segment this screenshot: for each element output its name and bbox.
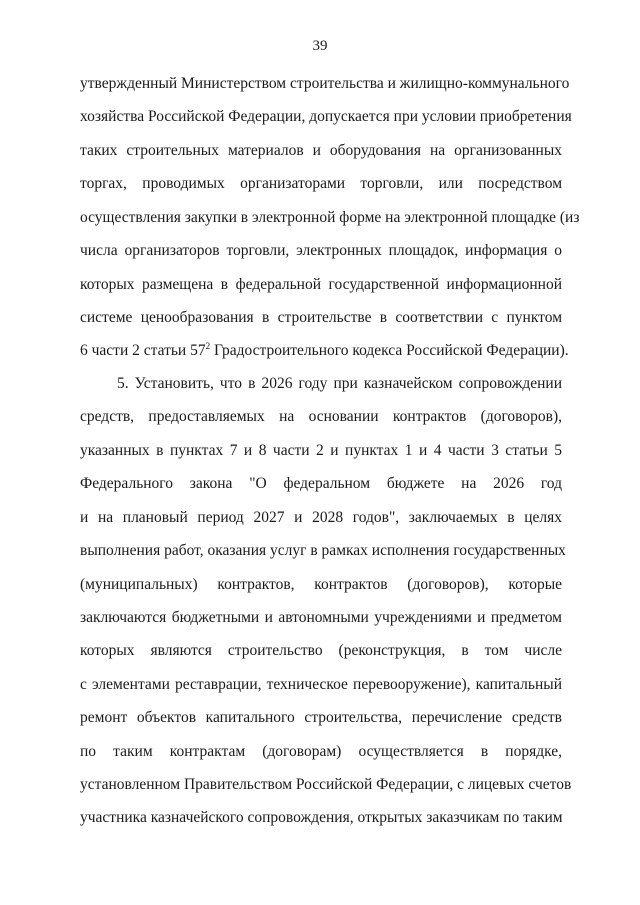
- paragraph-line: системе ценообразования в строительстве в соответствии с пунктом: [80, 309, 562, 326]
- superscript: 2: [205, 341, 211, 351]
- paragraph-line: торгах, проводимых организаторами торговли, или посредством: [80, 175, 562, 192]
- paragraph-line: установленном Правительством Российской Федерации, с лицевых счетов: [80, 776, 572, 793]
- paragraph-line: по таким контрактам (договорам) осуществляется в порядке,: [80, 743, 562, 760]
- paragraph-line: с элементами реставрации, техническое перевооружение), капитальный: [80, 676, 562, 693]
- paragraph-line: таких строительных материалов и оборудования на организованных: [80, 142, 562, 159]
- paragraph-line: ремонт объектов капитального строительства, перечисление средств: [80, 709, 562, 726]
- paragraph-line: Федерального закона "О федеральном бюджете на 2026 год: [80, 475, 562, 492]
- paragraph-line: которых являются строительство (реконструкция, в том числе: [80, 642, 562, 659]
- paragraph-start-line: 5. Установить, что в 2026 году при казначейском сопровождении: [117, 375, 562, 392]
- paragraph-line: числа организаторов торговли, электронных площадок, информация о: [80, 242, 562, 259]
- ref-text-after: Градостроительного кодекса Российской Федерации).: [210, 342, 569, 359]
- ref-text-before: 6 части 2 статьи 57: [80, 342, 206, 359]
- paragraph-line: и на плановый период 2027 и 2028 годов", заключаемых в целях: [80, 509, 562, 526]
- paragraph-line: осуществления закупки в электронной форме на электронной площадке (из: [80, 209, 580, 226]
- paragraph-line: указанных в пунктах 7 и 8 части 2 и пунктах 1 и 4 части 3 статьи 5: [80, 442, 562, 459]
- paragraph-line: выполнения работ, оказания услуг в рамках исполнения государственных: [80, 542, 566, 559]
- paragraph-line: которых размещена в федеральной государственной информационной: [80, 276, 562, 293]
- paragraph-line: [80, 341, 569, 361]
- paragraph-line: утвержденный Министерством строительства и жилищно-коммунального: [80, 75, 570, 92]
- paragraph-line: заключаются бюджетными и автономными учреждениями и предметом: [80, 609, 562, 626]
- page-number: 39: [312, 38, 328, 54]
- paragraph-line: средств, предоставляемых на основании контрактов (договоров),: [80, 408, 562, 425]
- paragraph-line: хозяйства Российской Федерации, допускается при условии приобретения: [80, 108, 572, 125]
- paragraph-line: участника казначейского сопровождения, открытых заказчикам по таким: [80, 809, 563, 826]
- paragraph-line: (муниципальных) контрактов, контрактов (договоров), которые: [80, 576, 562, 593]
